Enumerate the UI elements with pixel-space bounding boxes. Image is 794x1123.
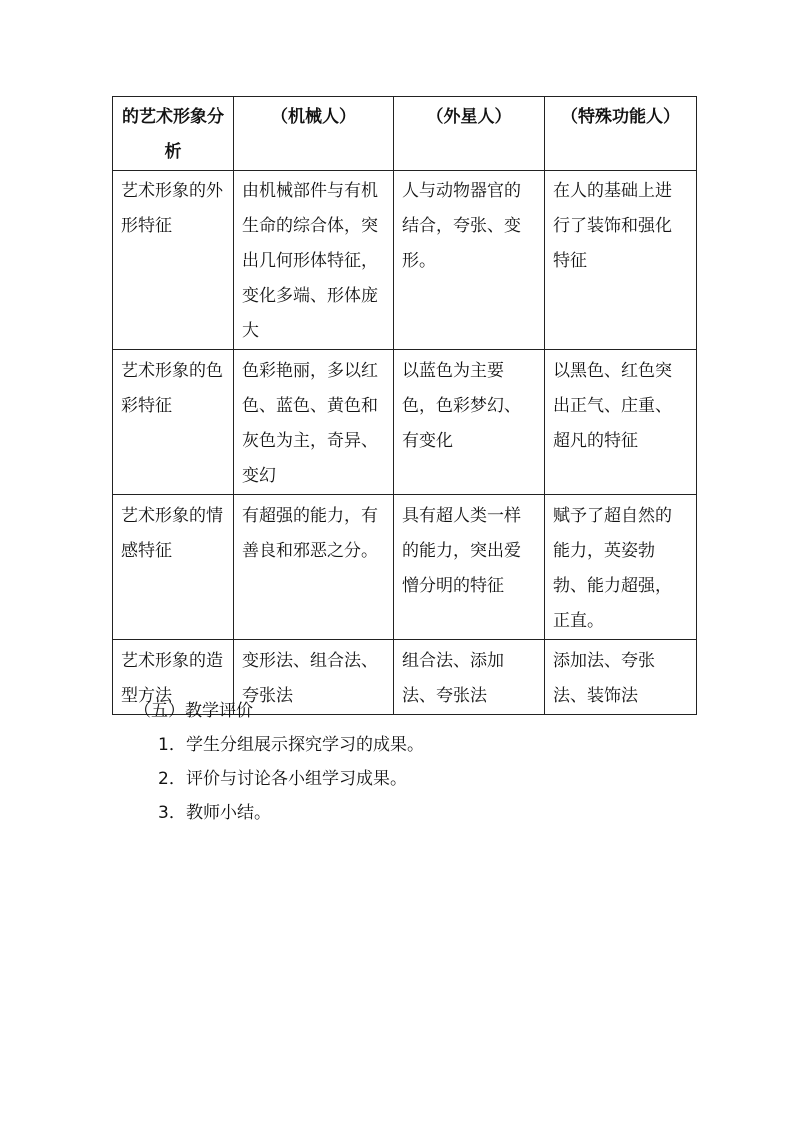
table-row (113, 171, 697, 350)
alien-cell: 组合法、添加法、夸张法 (394, 640, 545, 715)
special-cell: 赋予了超自然的能力，英姿勃勃、能力超强，正直。 (545, 495, 697, 640)
alien-cell: 以蓝色为主要色，色彩梦幻、有变化 (394, 350, 545, 495)
robot-cell: 有超强的能力，有善良和邪恶之分。 (234, 495, 394, 640)
header-cell-special: （特殊功能人） (545, 97, 697, 171)
header-cell-analysis: 的艺术形象分析 (113, 97, 234, 171)
special-cell: 以黑色、红色突出正气、庄重、超凡的特征 (545, 350, 697, 495)
alien-cell: 人与动物器官的结合，夸张、变形。 (394, 171, 545, 350)
list-item (158, 728, 424, 762)
robot-cell: 色彩艳丽，多以红色、蓝色、黄色和灰色为主，奇异、变幻 (234, 350, 394, 495)
row-label-cell: 艺术形象的情感特征 (113, 495, 234, 640)
art-image-analysis-table (112, 96, 697, 715)
table-row (113, 350, 697, 495)
header-cell-robot: （机械人） (234, 97, 394, 171)
list-item-number: 3． (158, 803, 186, 823)
table-row (113, 495, 697, 640)
robot-cell: 由机械部件与有机生命的综合体，突出几何形体特征，变化多端、形体庞大 (234, 171, 394, 350)
list-item-number: 1． (158, 735, 186, 755)
evaluation-list (158, 728, 424, 830)
list-item (158, 762, 424, 796)
special-cell: 在人的基础上进行了装饰和强化特征 (545, 171, 697, 350)
header-cell-alien: （外星人） (394, 97, 545, 171)
alien-cell: 具有超人类一样的能力，突出爱憎分明的特征 (394, 495, 545, 640)
row-label-cell: 艺术形象的色彩特征 (113, 350, 234, 495)
table-header-row (113, 97, 697, 171)
list-item-text: 教师小结。 (186, 803, 271, 823)
list-item-text: 评价与讨论各小组学习成果。 (186, 769, 407, 789)
list-item-number: 2． (158, 769, 186, 789)
row-label-cell: 艺术形象的外形特征 (113, 171, 234, 350)
row-label-cell: 艺术形象的造型方法 (113, 640, 234, 715)
special-cell: 添加法、夸张法、装饰法 (545, 640, 697, 715)
robot-cell: 变形法、组合法、夸张法 (234, 640, 394, 715)
list-item (158, 796, 424, 830)
list-item-text: 学生分组展示探究学习的成果。 (186, 735, 424, 755)
section-heading-teaching-evaluation: （五）教学评价 (134, 701, 253, 721)
